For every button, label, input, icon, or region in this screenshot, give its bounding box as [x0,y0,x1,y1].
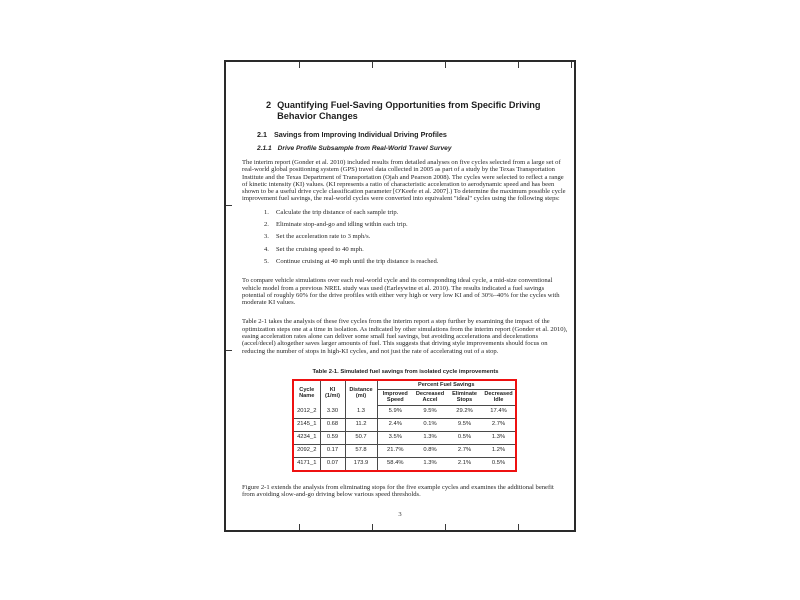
list-item-text: Calculate the trip distance of each sample trip. [276,208,399,216]
cell-improved-speed: 3.5% [377,431,413,444]
table-row [293,457,516,471]
cell-decreased-idle: 1.3% [482,431,516,444]
crop-tick [518,62,519,68]
cell-improved-speed: 2.4% [377,418,413,431]
section-title: Savings from Improving Individual Driving Profiles [274,130,447,139]
crop-tick [372,62,373,68]
cell-decreased-accel: 1.3% [413,431,447,444]
sub-header-improved-speed: Improved Speed [377,390,413,405]
list-item-number: 3. [264,233,269,241]
list-item-number: 1. [264,208,269,216]
cell-decreased-idle: 0.5% [482,457,516,471]
table-header-row [293,380,516,390]
section-number: 2.1 [257,130,267,139]
table-block [292,369,519,472]
cell-eliminate-stops: 9.5% [447,418,482,431]
table-row [293,431,516,444]
ideal-cycle-steps-list [264,209,568,265]
crop-tick [445,524,446,530]
list-item-number: 2. [264,221,269,229]
sub-header-eliminate-stops: Eliminate Stops [447,390,482,405]
cell-ki: 0.68 [320,418,345,431]
list-item [264,233,568,240]
page-content [242,100,568,502]
subsection-title: Drive Profile Subsample from Real-World Travel Survey [277,145,452,152]
table-row [293,444,516,457]
paragraph-figure-reference: Figure 2-1 extends the analysis from eliminating stops for the five example cycles and examines the additional benefit from avoiding slow-and-go driving below various speed thresholds. [242,483,554,498]
cell-improved-speed: 5.9% [377,405,413,418]
cell-cycle-name: 4234_1 [293,431,320,444]
list-item-number: 5. [264,257,269,265]
list-item [264,246,568,253]
cell-decreased-accel: 0.1% [413,418,447,431]
chapter-number: 2 [266,100,272,110]
cell-ki: 0.17 [320,444,345,457]
fuel-savings-table [292,379,517,472]
cell-cycle-name: 2012_2 [293,405,320,418]
col-header-distance: Distance (mi) [345,380,377,405]
cell-cycle-name: 2145_1 [293,418,320,431]
cell-improved-speed: 58.4% [377,457,413,471]
list-item-text: Continue cruising at 40 mph until the trip distance is reached. [276,257,439,265]
page-number: 3 [398,511,402,518]
crop-tick [571,62,572,68]
cell-eliminate-stops: 29.2% [447,405,482,418]
chapter-title: Quantifying Fuel-Saving Opportunities from Specific Driving Behavior Changes [277,100,541,121]
cell-cycle-name: 2092_2 [293,444,320,457]
cell-decreased-idle: 17.4% [482,405,516,418]
crop-tick [299,62,300,68]
cell-ki: 3.30 [320,405,345,418]
col-header-ki: KI (1/mi) [320,380,345,405]
paragraph-analysis: Table 2-1 takes the analysis of these five cycles from the interim report a step further by examining the impact of the optimization steps one at a time in isolation. As indicated by other simulations from the interim report (Gonder et al. 2010), easing acceleration rates alone can deliver some small fuel savings, but avoiding accelerations and decelerations (accel/decel) altogether saves larger amounts of fuel. This suggests that driving style improvements should focus on reducing the number of stops in high-KI cycles, and not just the rate of accelerating out of a stop. [242,318,568,355]
paragraph-comparison: To compare vehicle simulations over each real-world cycle and its corresponding ideal cycle, a mid-size conventional vehicle model from a previous NREL study was used (Earleywine et al. 2010). The results indicated a fuel savings potential of roughly 60% for the drive profiles with either very high or very low KI and of 30%–40% for the cycles with moderate KI values. [242,277,560,307]
cell-decreased-idle: 2.7% [482,418,516,431]
sub-header-decreased-accel: Decreased Accel [413,390,447,405]
cell-decreased-accel: 9.5% [413,405,447,418]
sub-header-decreased-idle: Decreased Idle [482,390,516,405]
crop-tick [226,205,232,206]
list-item [264,221,568,228]
list-item [264,209,568,216]
cell-decreased-idle: 1.2% [482,444,516,457]
col-header-cycle-name: Cycle Name [293,380,320,405]
table-caption: Table 2-1. Simulated fuel savings from isolated cycle improvements [312,368,499,375]
crop-tick [445,62,446,68]
list-item-text: Set the acceleration rate to 3 mph/s. [276,233,371,241]
list-item [264,258,568,265]
cell-ki: 0.59 [320,431,345,444]
cell-decreased-accel: 0.8% [413,444,447,457]
cell-decreased-accel: 1.3% [413,457,447,471]
crop-tick [299,524,300,530]
crop-tick [518,524,519,530]
list-item-text: Set the cruising speed to 40 mph. [276,245,364,253]
list-item-text: Eliminate stop-and-go and idling within each trip. [276,221,408,229]
col-group-header-percent-fuel-savings: Percent Fuel Savings [377,380,516,390]
crop-tick [372,524,373,530]
cell-eliminate-stops: 0.5% [447,431,482,444]
subsection-heading [257,145,568,153]
cell-distance: 57.8 [345,444,377,457]
list-item-number: 4. [264,245,269,253]
table-row [293,418,516,431]
cell-eliminate-stops: 2.1% [447,457,482,471]
crop-tick [226,350,232,351]
cell-distance: 1.3 [345,405,377,418]
cell-distance: 50.7 [345,431,377,444]
cell-distance: 11.2 [345,418,377,431]
subsection-number: 2.1.1 [257,145,272,152]
section-heading [257,131,568,139]
cell-cycle-name: 4171_1 [293,457,320,471]
cell-distance: 173.9 [345,457,377,471]
chapter-heading [266,100,568,122]
document-page [224,60,576,532]
paragraph-intro: The interim report (Gonder et al. 2010) included results from detailed analyses on five cycles selected from a large set of real-world global positioning system (GPS) travel data collected in 2005 as part of a study by the Texas Transportation Institute and the Texas Department of Transportation (Ojah and Pearson 2008). The cycles were selected to reflect a range of kinetic intensity (KI) values. (KI represents a ratio of characteristic acceleration to aerodynamic speed and has been shown to be a useful drive cycle classification parameter [O'Keefe et al. 2007].) To determine the maximum possible cycle improvement fuel savings, the real-world cycles were converted into equivalent "ideal" cycles using the following steps: [242,159,566,203]
cell-eliminate-stops: 2.7% [447,444,482,457]
cell-improved-speed: 21.7% [377,444,413,457]
cell-ki: 0.07 [320,457,345,471]
table-row [293,405,516,418]
